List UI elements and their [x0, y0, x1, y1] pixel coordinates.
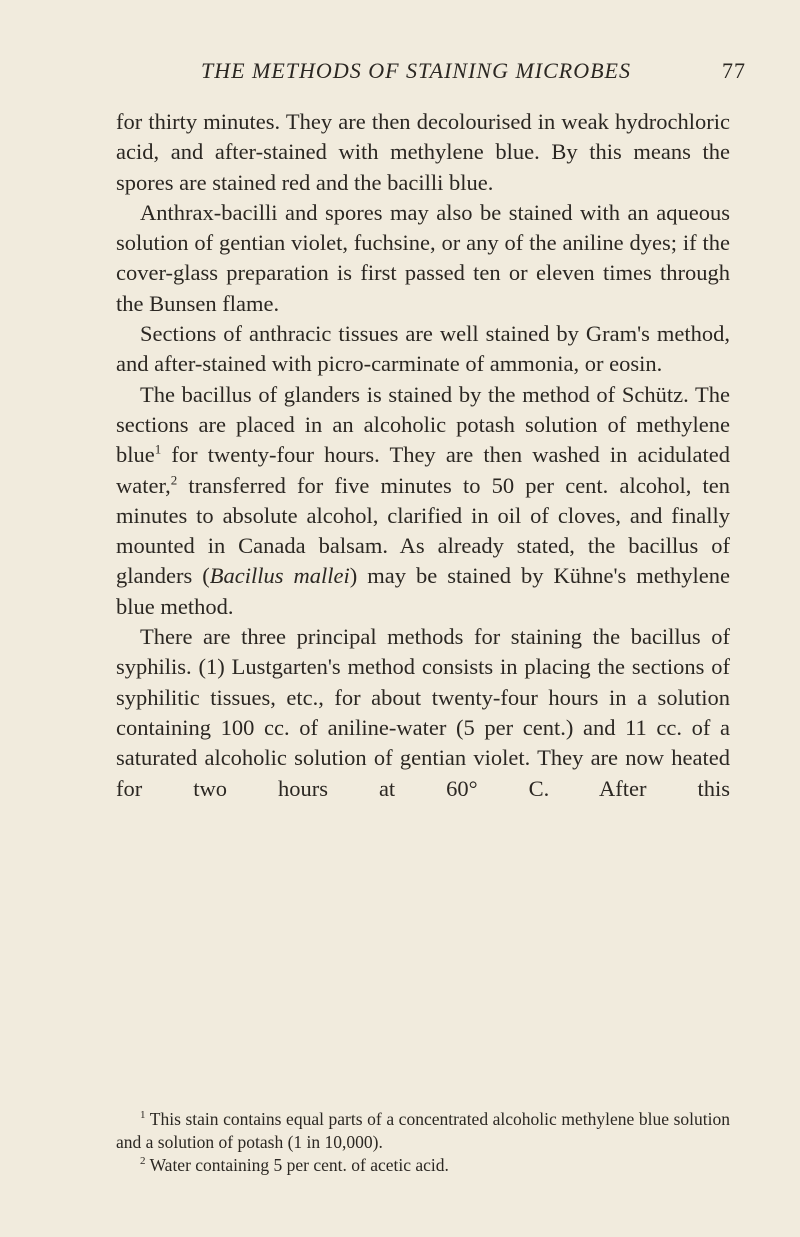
footnote [116, 1108, 730, 1154]
paragraph: Anthrax-bacilli and spores may also be stained with an aqueous solution of gentian violet, fuchsine, or any of the aniline dyes; if the cover-glass preparation is first passed ten or eleven times through the Bunsen flame. [116, 199, 730, 316]
paragraph: There are three principal methods for staining the bacillus of syphilis. (1) Lustgarten's method consists in placing the sections of syphilitic tissues, etc., for about twenty-four hours in a solution containing 100 cc. of aniline-water (5 per cent.) and 11 cc. of a saturated alcoholic solution of gentian violet. They are now heated for two hours at 60° C. After this [116, 624, 730, 801]
running-title: THE METHODS OF STAINING MICROBES [200, 58, 631, 83]
footnote [116, 1154, 730, 1177]
page-number: 77 [722, 58, 746, 83]
paragraph-text: for twenty-four hours. They are then washed in acidulated water, [116, 442, 730, 498]
footnote-marker: 1 [140, 1109, 146, 1122]
paragraph-text: The bacillus of glanders is stained by the method of Schütz. The sections are placed in an alcoholic potash solution of methylene blue [116, 381, 730, 468]
species-name: Bacillus mallei [209, 563, 350, 589]
footnote-ref: 1 [154, 441, 162, 457]
footnote-text: This stain contains equal parts of a concentrated alcoholic methylene blue solution and a solution of potash (1 in 10,000). [116, 1109, 730, 1152]
paragraph: Sections of anthracic tissues are well stained by Gram's method, and after-stained with picro-carminate of ammonia, or eosin. [116, 321, 730, 377]
paragraph-text: transferred for five minutes to 50 per cent. alcohol, ten minutes to absolute alcohol, clarified in oil of cloves, and finally mounted in Canada balsam. As already stated, the bacillus of glanders ( [116, 472, 730, 589]
footnote-ref: 2 [170, 472, 178, 488]
body-text [116, 107, 730, 804]
paragraph: for thirty minutes. They are then decolourised in weak hydrochloric acid, and after-stained with methylene blue. By this means the spores are stained red and the bacilli blue. [116, 109, 730, 195]
footnote-text: Water containing 5 per cent. of acetic acid. [149, 1155, 449, 1175]
footnote-marker: 2 [140, 1155, 146, 1168]
footnotes [116, 1108, 730, 1177]
paragraph-text: ) may be stained by Kühne's methylene blue method. [116, 563, 731, 619]
running-header [116, 58, 746, 84]
paragraph [116, 380, 730, 622]
